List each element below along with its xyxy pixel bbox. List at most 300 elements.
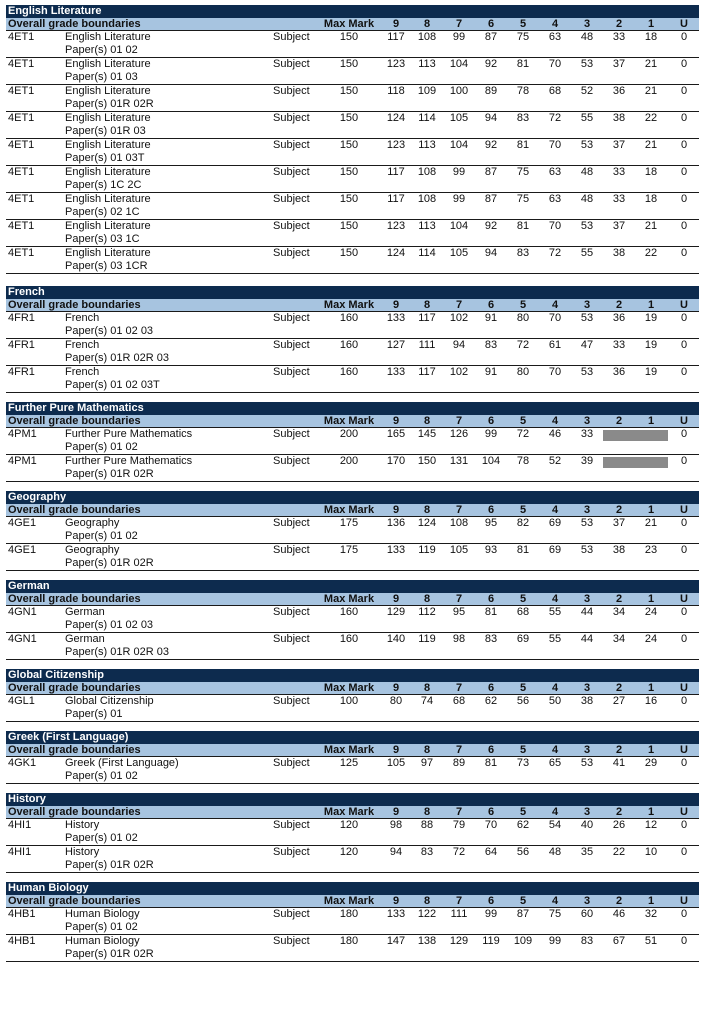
max-mark-header: Max Mark: [323, 299, 375, 311]
grade-value-1: 18: [644, 193, 658, 205]
grade-value-7: 89: [452, 757, 466, 769]
grade-value-1: 24: [644, 606, 658, 618]
paper-list: Paper(s) 01 02: [65, 770, 138, 782]
grade-value-u: 0: [680, 455, 688, 467]
table-row: [6, 31, 699, 58]
grade-value-1: 21: [644, 58, 658, 70]
boundary-type: Subject: [273, 139, 310, 151]
grade-value-1: 19: [644, 339, 658, 351]
grade-value-4: 48: [548, 846, 562, 858]
grade-value-2: 37: [612, 220, 626, 232]
grade-value-9: 170: [386, 455, 406, 467]
grade-header-7: 7: [455, 18, 463, 30]
subject-name: German: [65, 606, 105, 618]
grade-value-5: 72: [516, 339, 530, 351]
grade-value-2: 67: [612, 935, 626, 947]
grade-value-1: 22: [644, 112, 658, 124]
grade-value-9: 123: [386, 58, 406, 70]
grade-header-1: 1: [647, 415, 655, 427]
grade-value-3: 55: [580, 247, 594, 259]
qualification-code: 4HB1: [8, 908, 36, 920]
table-row: [6, 139, 699, 166]
qualification-code: 4ET1: [8, 220, 35, 232]
grade-value-u: 0: [680, 58, 688, 70]
grade-header-4: 4: [551, 18, 559, 30]
column-header-row: [6, 744, 699, 757]
grade-value-5: 62: [516, 819, 530, 831]
grade-header-9: 9: [392, 504, 400, 516]
grade-header-9: 9: [392, 682, 400, 694]
table-row: [6, 606, 699, 633]
grade-value-8: 150: [417, 455, 437, 467]
subject-name: Global Citizenship: [65, 695, 154, 707]
grade-value-6: 87: [484, 31, 498, 43]
grade-value-u: 0: [680, 908, 688, 920]
grade-value-6: 94: [484, 112, 498, 124]
grade-value-5: 73: [516, 757, 530, 769]
grade-value-4: 70: [548, 58, 562, 70]
grade-value-8: 122: [417, 908, 437, 920]
grade-value-8: 114: [418, 247, 436, 259]
paper-list: Paper(s) 01R 02R: [65, 98, 154, 110]
grade-value-3: 53: [580, 312, 594, 324]
qualification-code: 4GE1: [8, 517, 37, 529]
grade-value-1: 18: [644, 31, 658, 43]
subject-name: English Literature: [65, 31, 151, 43]
grade-header-3: 3: [583, 895, 591, 907]
grade-header-2: 2: [615, 593, 623, 605]
grade-value-6: 91: [484, 312, 498, 324]
max-mark-value: 200: [339, 428, 359, 440]
boundary-type: Subject: [273, 428, 310, 440]
grade-value-5: 80: [516, 312, 530, 324]
grade-value-u: 0: [680, 819, 688, 831]
qualification-code: 4FR1: [8, 339, 35, 351]
boundary-type: Subject: [273, 455, 310, 467]
qualification-code: 4GL1: [8, 695, 35, 707]
table-row: [6, 85, 699, 112]
grade-value-1: 21: [644, 220, 658, 232]
grade-value-7: 68: [452, 695, 466, 707]
qualification-code: 4ET1: [8, 31, 35, 43]
grade-header-1: 1: [647, 895, 655, 907]
grade-header-1: 1: [647, 504, 655, 516]
boundary-type: Subject: [273, 366, 310, 378]
boundary-type: Subject: [273, 339, 310, 351]
grade-value-1: 18: [644, 166, 658, 178]
grade-value-8: 119: [418, 633, 436, 645]
grade-header-4: 4: [551, 415, 559, 427]
grade-value-4: 50: [548, 695, 562, 707]
grade-header-u: U: [680, 806, 688, 818]
section-title: Human Biology: [6, 882, 699, 895]
column-header-row: [6, 806, 699, 819]
grade-header-3: 3: [583, 806, 591, 818]
max-mark-value: 180: [339, 935, 359, 947]
grade-value-3: 53: [580, 220, 594, 232]
grade-value-u: 0: [680, 633, 688, 645]
grade-value-4: 75: [548, 908, 562, 920]
max-mark-value: 100: [339, 695, 359, 707]
grade-header-2: 2: [615, 682, 623, 694]
grade-value-6: 95: [484, 517, 498, 529]
grade-value-6: 99: [484, 908, 498, 920]
subject-section: [6, 402, 699, 482]
grade-value-1: 29: [644, 757, 658, 769]
max-mark-value: 150: [339, 85, 359, 97]
grade-value-9: 133: [386, 544, 406, 556]
grade-header-6: 6: [487, 18, 495, 30]
qualification-code: 4GE1: [8, 544, 37, 556]
paper-list: Paper(s) 01R 02R 03: [65, 352, 169, 364]
grade-header-1: 1: [647, 593, 655, 605]
grade-header-4: 4: [551, 593, 559, 605]
grade-value-6: 99: [484, 428, 498, 440]
grade-value-8: 108: [417, 193, 437, 205]
qualification-code: 4GN1: [8, 606, 37, 618]
grade-value-2: 41: [612, 757, 626, 769]
grade-header-3: 3: [583, 415, 591, 427]
subject-name: English Literature: [65, 139, 151, 151]
grade-header-7: 7: [455, 744, 463, 756]
grade-value-1: 51: [644, 935, 658, 947]
boundary-type: Subject: [273, 846, 310, 858]
grade-value-5: 68: [516, 606, 530, 618]
grade-value-9: 147: [386, 935, 406, 947]
grade-value-5: 80: [516, 366, 530, 378]
grade-value-4: 46: [548, 428, 562, 440]
grade-value-5: 75: [516, 193, 530, 205]
grade-header-9: 9: [392, 415, 400, 427]
boundary-type: Subject: [273, 58, 310, 70]
subject-name: English Literature: [65, 220, 151, 232]
qualification-code: 4PM1: [8, 455, 37, 467]
grade-value-1: 21: [644, 139, 658, 151]
boundary-type: Subject: [273, 695, 310, 707]
grade-header-5: 5: [519, 299, 527, 311]
grade-value-9: 133: [386, 908, 406, 920]
subject-name: History: [65, 819, 100, 831]
max-mark-value: 200: [339, 455, 359, 467]
grade-value-2: 22: [612, 846, 626, 858]
grade-header-5: 5: [519, 682, 527, 694]
max-mark-value: 160: [339, 339, 359, 351]
grade-value-3: 53: [580, 366, 594, 378]
qualification-code: 4HI1: [8, 819, 32, 831]
grade-value-9: 94: [389, 846, 403, 858]
boundary-type: Subject: [273, 247, 310, 259]
grade-header-2: 2: [615, 415, 623, 427]
grade-value-4: 63: [548, 31, 562, 43]
subject-section: [6, 580, 699, 660]
grade-header-6: 6: [487, 299, 495, 311]
overall-grade-boundaries-label: Overall grade boundaries: [8, 415, 141, 427]
paper-list: Paper(s) 01R 02R 03: [65, 646, 169, 658]
grade-value-6: 93: [484, 544, 498, 556]
grade-header-7: 7: [455, 504, 463, 516]
grade-value-2: 38: [612, 112, 626, 124]
max-mark-value: 160: [339, 312, 359, 324]
table-row: [6, 112, 699, 139]
grade-value-4: 61: [548, 339, 562, 351]
grade-value-7: 100: [449, 85, 469, 97]
grade-header-6: 6: [487, 806, 495, 818]
qualification-code: 4ET1: [8, 58, 35, 70]
column-header-row: [6, 682, 699, 695]
qualification-code: 4ET1: [8, 247, 35, 259]
grade-value-5: 83: [516, 112, 530, 124]
grade-value-7: 111: [450, 908, 468, 920]
section-title: Further Pure Mathematics: [6, 402, 699, 415]
grade-header-u: U: [680, 593, 688, 605]
grade-value-9: 123: [386, 220, 406, 232]
boundary-type: Subject: [273, 193, 310, 205]
grade-value-1: 10: [644, 846, 658, 858]
table-row: [6, 455, 699, 482]
grade-header-u: U: [680, 682, 688, 694]
subject-name: English Literature: [65, 85, 151, 97]
grade-value-2: 36: [612, 366, 626, 378]
grade-value-8: 114: [418, 112, 436, 124]
grade-header-8: 8: [423, 744, 431, 756]
table-row: [6, 517, 699, 544]
grade-value-7: 102: [449, 312, 469, 324]
grade-value-2: 46: [612, 908, 626, 920]
subject-section: [6, 669, 699, 722]
grade-value-3: 40: [580, 819, 594, 831]
boundary-type: Subject: [273, 633, 310, 645]
grade-header-8: 8: [423, 806, 431, 818]
grade-header-4: 4: [551, 895, 559, 907]
grade-value-1: 21: [644, 85, 658, 97]
grade-value-u: 0: [680, 220, 688, 232]
column-header-row: [6, 299, 699, 312]
grade-value-2: 37: [612, 139, 626, 151]
grade-value-6: 104: [481, 455, 501, 467]
subject-section: [6, 5, 699, 274]
grade-header-1: 1: [647, 806, 655, 818]
grade-value-3: 44: [580, 633, 594, 645]
paper-list: Paper(s) 01 02: [65, 921, 138, 933]
subject-name: Further Pure Mathematics: [65, 428, 193, 440]
grade-value-3: 48: [580, 166, 594, 178]
grade-value-5: 81: [516, 544, 530, 556]
grade-value-7: 105: [449, 112, 469, 124]
paper-list: Paper(s) 01 03: [65, 71, 138, 83]
grade-value-7: 131: [449, 455, 469, 467]
table-row: [6, 220, 699, 247]
grade-value-7: 105: [449, 544, 469, 556]
grade-value-2: 27: [612, 695, 626, 707]
grade-header-3: 3: [583, 744, 591, 756]
grade-header-u: U: [680, 744, 688, 756]
grade-value-4: 65: [548, 757, 562, 769]
overall-grade-boundaries-label: Overall grade boundaries: [8, 806, 141, 818]
subject-name: English Literature: [65, 193, 151, 205]
grade-value-9: 105: [386, 757, 406, 769]
grade-header-2: 2: [615, 806, 623, 818]
grade-header-1: 1: [647, 18, 655, 30]
section-title: Greek (First Language): [6, 731, 699, 744]
grade-value-u: 0: [680, 517, 688, 529]
grade-value-3: 47: [580, 339, 594, 351]
grade-header-5: 5: [519, 504, 527, 516]
grade-value-4: 70: [548, 366, 562, 378]
grade-value-8: 113: [418, 139, 436, 151]
qualification-code: 4HI1: [8, 846, 32, 858]
grade-value-1: 12: [644, 819, 658, 831]
grade-header-7: 7: [455, 299, 463, 311]
grade-value-7: 72: [452, 846, 466, 858]
grade-value-8: 109: [417, 85, 437, 97]
subject-name: History: [65, 846, 100, 858]
boundary-type: Subject: [273, 544, 310, 556]
max-mark-value: 150: [339, 58, 359, 70]
max-mark-value: 150: [339, 112, 359, 124]
qualification-code: 4FR1: [8, 312, 35, 324]
grade-value-8: 145: [417, 428, 437, 440]
max-mark-value: 160: [339, 606, 359, 618]
grade-header-2: 2: [615, 744, 623, 756]
grade-value-3: 55: [580, 112, 594, 124]
grade-value-9: 117: [387, 193, 405, 205]
grade-value-6: 81: [484, 757, 498, 769]
grade-header-4: 4: [551, 504, 559, 516]
grade-value-2: 33: [612, 339, 626, 351]
grade-value-5: 81: [516, 220, 530, 232]
max-mark-header: Max Mark: [323, 18, 375, 30]
boundary-type: Subject: [273, 312, 310, 324]
qualification-code: 4GK1: [8, 757, 37, 769]
grade-value-9: 124: [386, 247, 406, 259]
redacted-grade-cell: [603, 457, 668, 468]
grade-value-6: 94: [484, 247, 498, 259]
grade-value-4: 99: [548, 935, 562, 947]
grade-value-u: 0: [680, 935, 688, 947]
qualification-code: 4ET1: [8, 166, 35, 178]
grade-value-8: 124: [417, 517, 437, 529]
grade-value-2: 38: [612, 247, 626, 259]
max-mark-value: 150: [339, 166, 359, 178]
paper-list: Paper(s) 01R 02R: [65, 468, 154, 480]
grade-value-9: 133: [386, 312, 406, 324]
grade-header-9: 9: [392, 18, 400, 30]
max-mark-header: Max Mark: [323, 682, 375, 694]
subject-name: Geography: [65, 544, 120, 556]
grade-value-u: 0: [680, 85, 688, 97]
qualification-code: 4ET1: [8, 193, 35, 205]
grade-header-8: 8: [423, 18, 431, 30]
grade-value-2: 33: [612, 31, 626, 43]
grade-value-6: 92: [484, 58, 498, 70]
grade-value-4: 70: [548, 220, 562, 232]
overall-grade-boundaries-label: Overall grade boundaries: [8, 299, 141, 311]
overall-grade-boundaries-label: Overall grade boundaries: [8, 895, 141, 907]
boundary-type: Subject: [273, 31, 310, 43]
max-mark-header: Max Mark: [323, 744, 375, 756]
boundary-type: Subject: [273, 85, 310, 97]
grade-value-6: 83: [484, 633, 498, 645]
grade-value-8: 97: [420, 757, 434, 769]
subject-name: Human Biology: [65, 935, 140, 947]
grade-value-4: 63: [548, 193, 562, 205]
paper-list: Paper(s) 01 02 03: [65, 325, 154, 337]
grade-header-5: 5: [519, 415, 527, 427]
max-mark-value: 120: [339, 846, 359, 858]
grade-value-3: 38: [580, 695, 594, 707]
subject-name: English Literature: [65, 247, 151, 259]
table-row: [6, 339, 699, 366]
section-title: French: [6, 286, 699, 299]
paper-list: Paper(s) 01 02: [65, 832, 138, 844]
paper-list: Paper(s) 01 03T: [65, 152, 145, 164]
grade-value-u: 0: [680, 695, 688, 707]
grade-value-5: 83: [516, 247, 530, 259]
boundary-type: Subject: [273, 819, 310, 831]
grade-value-3: 48: [580, 31, 594, 43]
column-header-row: [6, 415, 699, 428]
grade-value-6: 64: [484, 846, 498, 858]
grade-header-9: 9: [392, 744, 400, 756]
grade-header-1: 1: [647, 299, 655, 311]
paper-list: Paper(s) 01 02 03T: [65, 379, 160, 391]
grade-header-2: 2: [615, 504, 623, 516]
grade-value-5: 56: [516, 695, 530, 707]
grade-value-7: 99: [452, 193, 466, 205]
column-header-row: [6, 18, 699, 31]
grade-value-2: 34: [612, 606, 626, 618]
grade-value-9: 136: [386, 517, 406, 529]
grade-value-4: 72: [548, 112, 562, 124]
grade-header-3: 3: [583, 299, 591, 311]
grade-value-8: 119: [418, 544, 436, 556]
grade-header-2: 2: [615, 895, 623, 907]
grade-value-1: 19: [644, 366, 658, 378]
subject-name: English Literature: [65, 112, 151, 124]
grade-header-3: 3: [583, 682, 591, 694]
qualification-code: 4FR1: [8, 366, 35, 378]
grade-header-4: 4: [551, 299, 559, 311]
grade-value-9: 129: [386, 606, 406, 618]
grade-value-6: 83: [484, 339, 498, 351]
grade-value-8: 111: [418, 339, 436, 351]
grade-header-2: 2: [615, 299, 623, 311]
grade-value-6: 87: [484, 166, 498, 178]
grade-value-6: 92: [484, 220, 498, 232]
qualification-code: 4ET1: [8, 112, 35, 124]
grade-value-4: 69: [548, 544, 562, 556]
grade-value-5: 69: [516, 633, 530, 645]
grade-value-9: 117: [387, 166, 405, 178]
grade-value-9: 127: [386, 339, 406, 351]
paper-list: Paper(s) 01R 03: [65, 125, 146, 137]
subject-section: [6, 882, 699, 962]
max-mark-value: 120: [339, 819, 359, 831]
grade-value-6: 92: [484, 139, 498, 151]
max-mark-header: Max Mark: [323, 895, 375, 907]
grade-value-9: 165: [386, 428, 406, 440]
subject-section: [6, 793, 699, 873]
section-title: German: [6, 580, 699, 593]
grade-value-2: 36: [612, 85, 626, 97]
grade-value-2: 37: [612, 517, 626, 529]
subject-name: French: [65, 366, 100, 378]
grade-header-9: 9: [392, 806, 400, 818]
grade-value-8: 74: [420, 695, 434, 707]
section-title: History: [6, 793, 699, 806]
grade-value-u: 0: [680, 31, 688, 43]
grade-header-7: 7: [455, 682, 463, 694]
